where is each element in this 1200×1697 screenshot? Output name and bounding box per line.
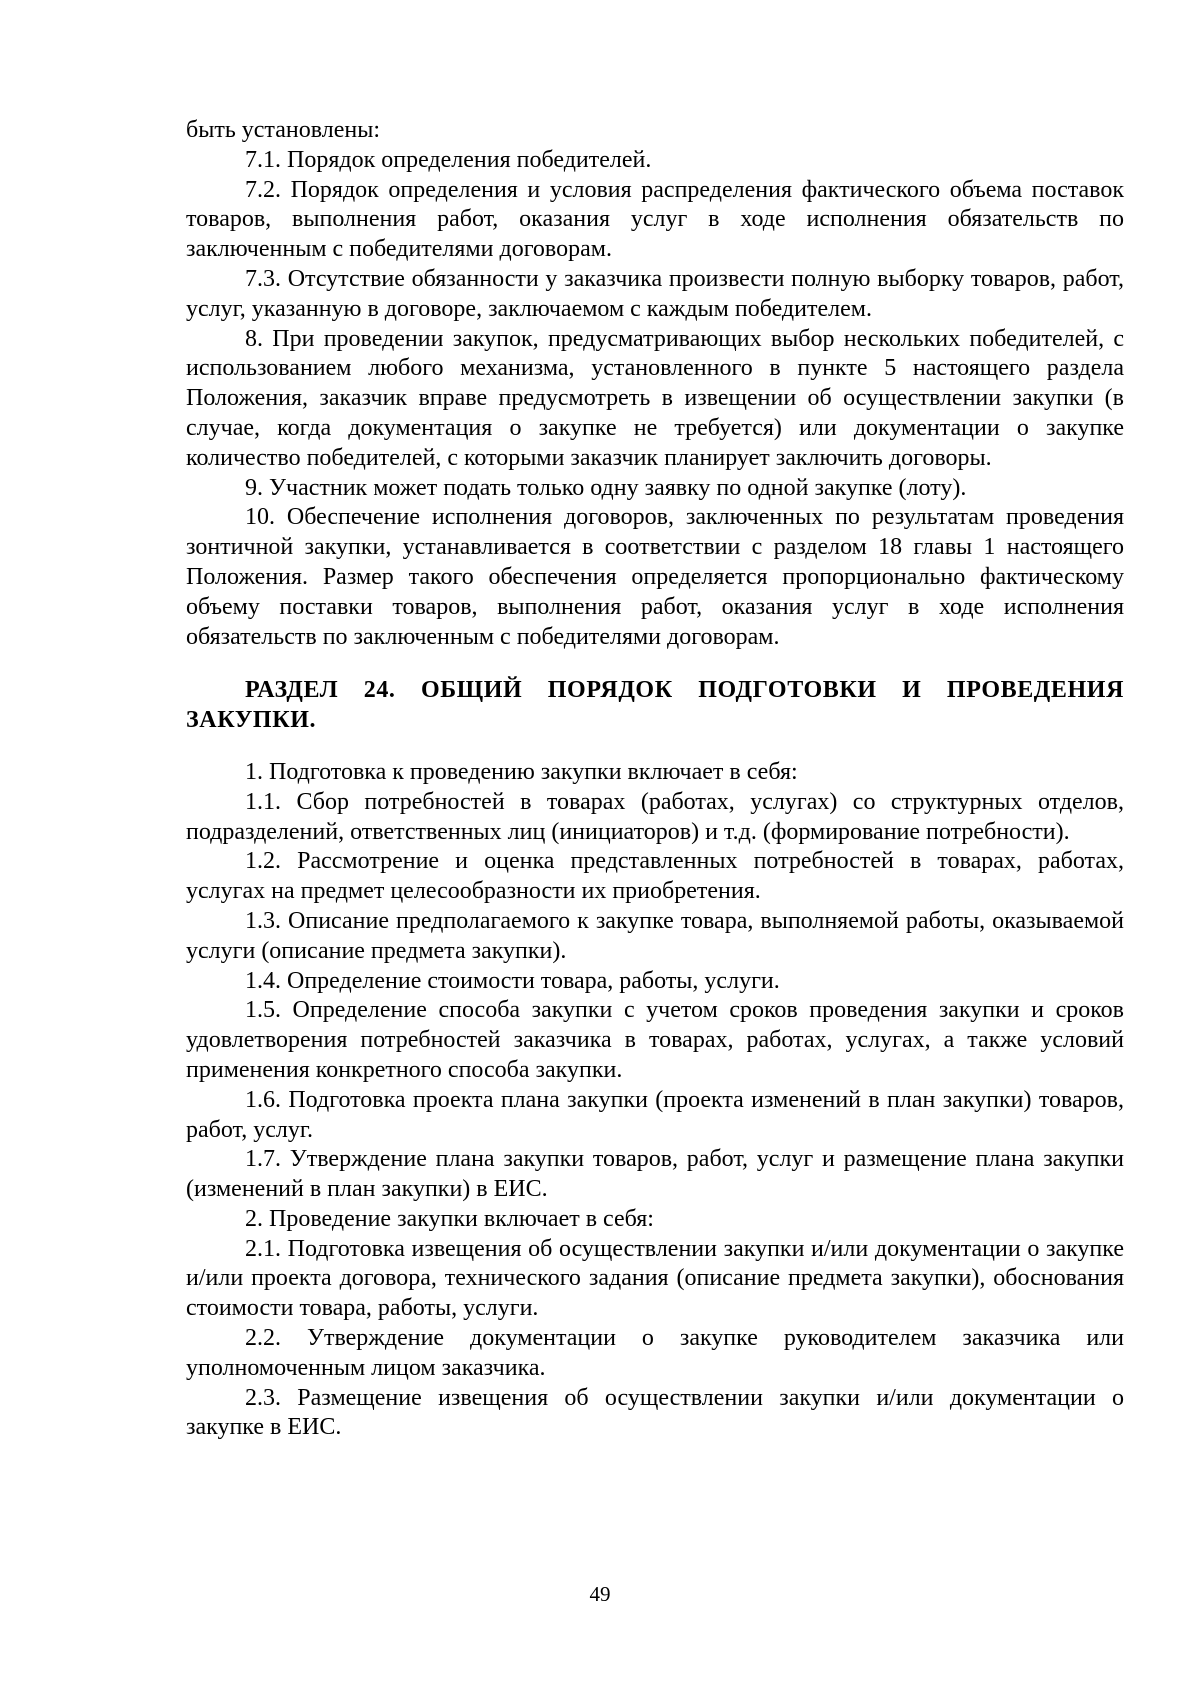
paragraph: 7.1. Порядок определения победителей. bbox=[245, 146, 652, 173]
paragraph: 2.2. Утверждение документации о закупке руководителем заказчика или уполномоченным лицом заказчика. bbox=[186, 1325, 1124, 1381]
paragraphs-after-heading bbox=[186, 758, 1124, 1443]
paragraph: 10. Обеспечение исполнения договоров, заключенных по результатам проведения зонтичной закупки, устанавливается в соответствии с разделом 18 главы 1 настоящего Положения. Размер такого обеспечения определяется пропорционально фактическому объему поставки товаров, выполнения работ, оказания услуг в ходе исполнения обязательств по заключенным с победителями договорам. bbox=[186, 504, 1124, 650]
paragraph: 1. Подготовка к проведению закупки включает в себя: bbox=[245, 758, 798, 785]
paragraph: 1.4. Определение стоимости товара, работы, услуги. bbox=[245, 967, 780, 994]
section-heading: РАЗДЕЛ 24. ОБЩИЙ ПОРЯДОК ПОДГОТОВКИ И ПРОВЕДЕНИЯ ЗАКУПКИ. bbox=[186, 677, 1124, 734]
paragraph: 1.2. Рассмотрение и оценка представленных потребностей в товарах, работах, услугах на предмет целесообразности их приобретения. bbox=[186, 848, 1124, 905]
paragraph: 2.3. Размещение извещения об осуществлении закупки и/или документации о закупке в ЕИС. bbox=[186, 1384, 1124, 1441]
document-body bbox=[186, 116, 1124, 1443]
paragraphs-before-heading bbox=[186, 116, 1124, 652]
paragraph: 8. При проведении закупок, предусматривающих выбор нескольких победителей, с использованием любого механизма, установленного в пункте 5 настоящего раздела Положения, заказчик вправе предусмотреть в извещении об осуществлении закупки (в случае, когда документация о закупке не требуется) или документации о закупке количество победителей, с которыми заказчик планирует заключить договоры. bbox=[186, 325, 1124, 471]
paragraph: 7.2. Порядок определения и условия распределения фактического объема поставок товаров, выполнения работ, оказания услуг в ходе исполнения обязательств по заключенным с победителями договорам. bbox=[186, 176, 1124, 263]
paragraph: 1.3. Описание предполагаемого к закупке товара, выполняемой работы, оказываемой услуги (описание предмета закупки). bbox=[186, 907, 1124, 964]
paragraph: 1.5. Определение способа закупки с учетом сроков проведения закупки и сроков удовлетворения потребностей заказчика в товарах, работах, услугах, а также условий применения конкретного способа закупки. bbox=[186, 997, 1124, 1083]
page-number: 49 bbox=[589, 1582, 611, 1606]
paragraph: 1.1. Сбор потребностей в товарах (работах, услугах) со структурных отделов, подразделений, ответственных лиц (инициаторов) и т.д. (формирование потребности). bbox=[186, 788, 1124, 845]
paragraph: 2.1. Подготовка извещения об осуществлении закупки и/или документации о закупке и/или проекта договора, технического задания (описание предмета закупки), обоснования стоимости товара, работы, услуги. bbox=[186, 1235, 1124, 1322]
paragraph: 9. Участник может подать только одну заявку по одной закупке (лоту). bbox=[245, 474, 967, 501]
paragraph: 1.6. Подготовка проекта плана закупки (проекта изменений в план закупки) товаров, работ, услуг. bbox=[186, 1086, 1124, 1143]
paragraph: 7.3. Отсутствие обязанности у заказчика произвести полную выборку товаров, работ, услуг, указанную в договоре, заключаемом с каждым победителем. bbox=[186, 265, 1124, 322]
paragraph: 1.7. Утверждение плана закупки товаров, работ, услуг и размещение плана закупки (изменений в план закупки) в ЕИС. bbox=[186, 1146, 1124, 1203]
paragraph: 2. Проведение закупки включает в себя: bbox=[245, 1205, 654, 1232]
paragraph: быть установлены: bbox=[186, 117, 380, 143]
